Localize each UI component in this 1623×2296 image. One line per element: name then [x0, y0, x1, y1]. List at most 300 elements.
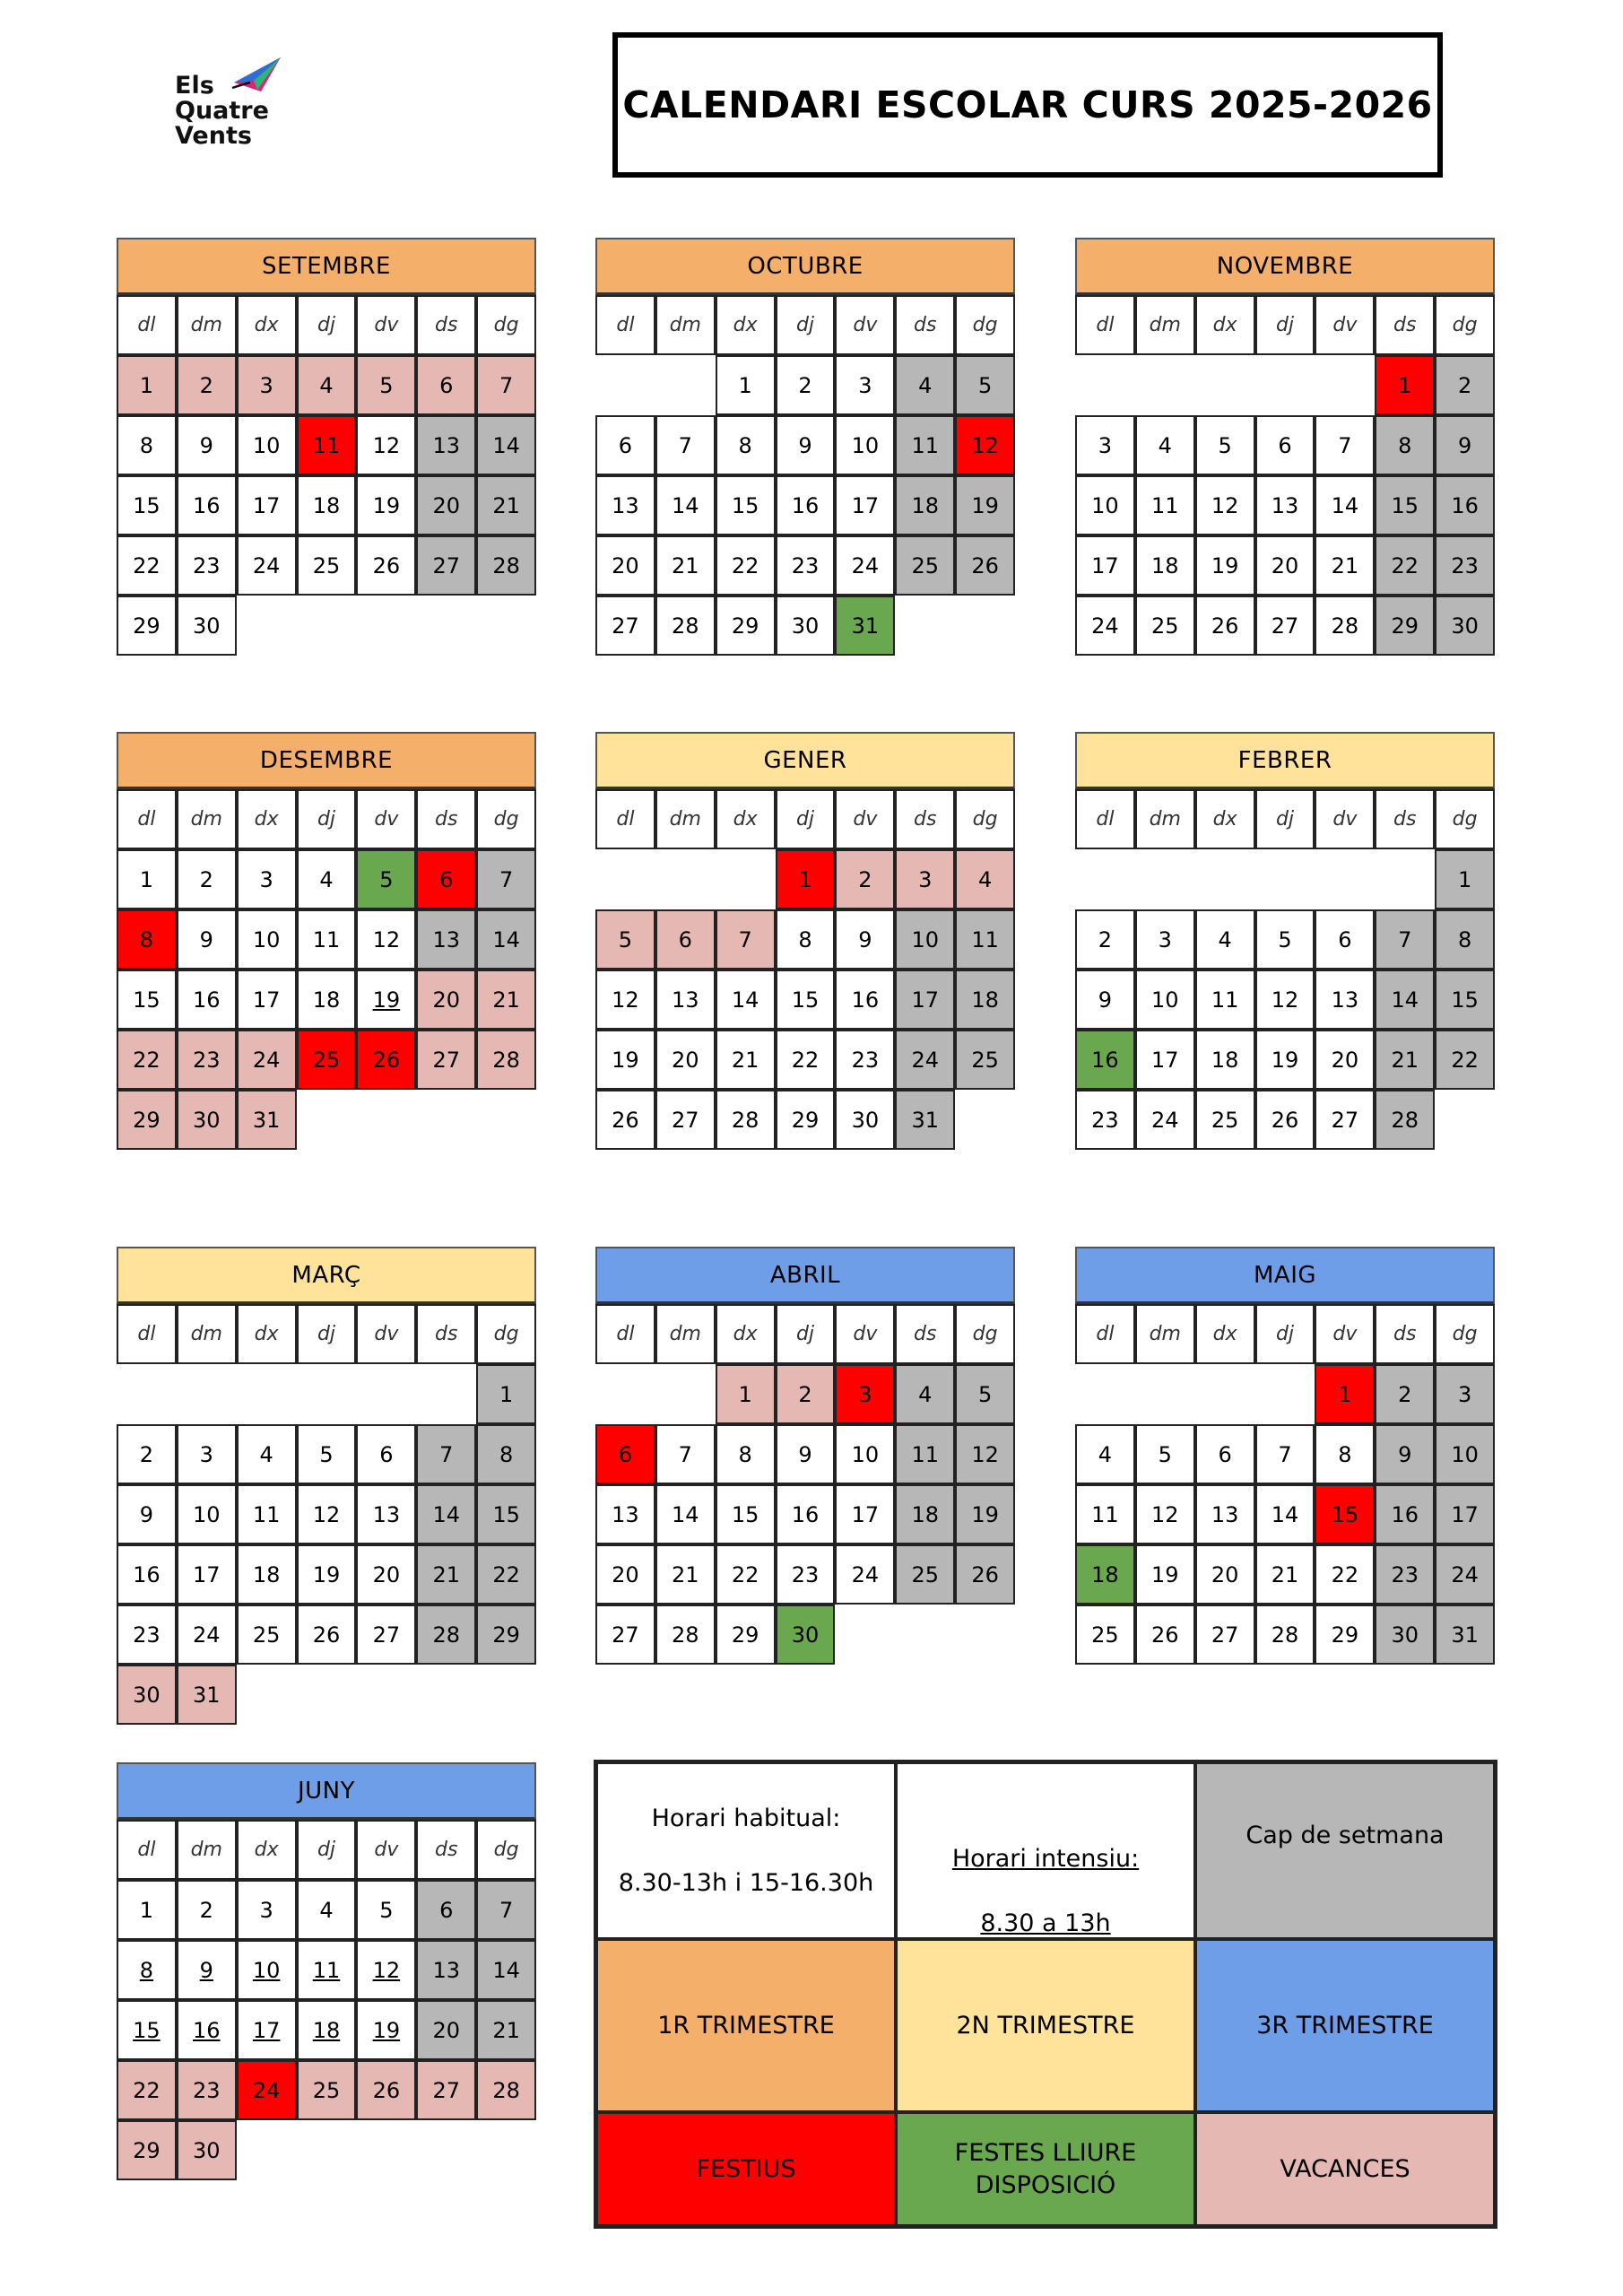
day-number: 29	[791, 1107, 820, 1133]
day-cell	[476, 849, 536, 909]
day-cell	[1435, 475, 1495, 535]
day-number: 1	[1338, 1381, 1352, 1407]
day-number: 28	[492, 552, 520, 578]
day-cell	[835, 535, 895, 596]
day-number: 17	[1091, 552, 1119, 578]
day-number: 3	[1457, 1381, 1472, 1407]
day-cell	[1255, 1090, 1315, 1150]
day-cell	[237, 849, 297, 909]
day-number: 8	[139, 1957, 154, 1983]
day-cell	[416, 355, 476, 415]
day-header: dj	[297, 1304, 357, 1364]
horari-intensiu-time: 8.30 a 13h	[980, 1909, 1111, 1937]
day-cell	[237, 1090, 297, 1150]
day-number: 10	[1451, 1441, 1479, 1467]
legend-cap-setmana: Cap de setmana	[1195, 1762, 1495, 1939]
day-cell	[297, 1484, 357, 1544]
day-number: 28	[1271, 1622, 1299, 1648]
day-cell	[776, 475, 836, 535]
day-header: dg	[476, 295, 536, 355]
day-cell	[416, 1544, 476, 1605]
week-row	[117, 1665, 536, 1725]
day-number: 6	[439, 1897, 454, 1923]
day-number: 19	[971, 492, 999, 518]
week-row	[595, 475, 1015, 535]
day-number: 20	[612, 1561, 639, 1587]
week-row	[595, 1544, 1015, 1605]
day-cell	[1255, 535, 1315, 596]
logo-line-3: Vents	[175, 122, 252, 150]
empty-cell	[1255, 849, 1315, 909]
day-cell	[835, 849, 895, 909]
empty-cell	[1195, 1364, 1255, 1424]
day-number: 9	[139, 1501, 154, 1527]
day-cell	[1315, 1090, 1375, 1150]
day-header: dl	[117, 295, 177, 355]
day-cell	[895, 475, 955, 535]
day-cell	[237, 355, 297, 415]
day-number: 25	[971, 1047, 999, 1073]
day-number: 2	[798, 372, 812, 398]
day-number: 15	[133, 492, 161, 518]
day-cell	[1435, 909, 1495, 970]
day-number: 14	[492, 1957, 520, 1983]
paper-plane-icon	[230, 56, 284, 95]
day-number: 18	[971, 987, 999, 1013]
day-cell	[117, 596, 177, 656]
empty-cell	[595, 849, 655, 909]
day-cell	[1195, 909, 1255, 970]
empty-cell	[177, 1364, 237, 1424]
day-number: 21	[672, 1561, 699, 1587]
empty-cell	[356, 1665, 416, 1725]
empty-cell	[1255, 1364, 1315, 1424]
day-cell	[356, 1605, 416, 1665]
day-header: ds	[895, 1304, 955, 1364]
day-cell	[1195, 1090, 1255, 1150]
week-row	[117, 2120, 536, 2180]
week-row	[117, 2060, 536, 2120]
day-number: 13	[612, 1501, 639, 1527]
day-cell	[1375, 909, 1435, 970]
day-cell	[476, 2000, 536, 2060]
day-cell	[476, 1605, 536, 1665]
day-number: 17	[252, 987, 281, 1013]
day-number: 27	[432, 552, 460, 578]
day-cell	[955, 535, 1015, 596]
day-number: 5	[379, 866, 394, 892]
month-header: MARÇ	[117, 1247, 536, 1304]
day-number: 16	[851, 987, 880, 1013]
day-number: 31	[193, 1682, 221, 1708]
day-number: 14	[492, 432, 520, 458]
day-cell	[117, 970, 177, 1030]
month-header: DESEMBRE	[117, 732, 536, 789]
day-cell	[895, 1424, 955, 1484]
empty-cell	[835, 1605, 895, 1665]
day-number: 6	[618, 432, 633, 458]
week-row	[117, 1030, 536, 1090]
day-number: 12	[971, 1441, 999, 1467]
day-cell	[1375, 355, 1435, 415]
day-number: 14	[1391, 987, 1419, 1013]
day-number: 10	[252, 432, 281, 458]
empty-cell	[1135, 355, 1195, 415]
day-number: 8	[738, 432, 752, 458]
day-cell	[595, 970, 655, 1030]
week-row	[1075, 1424, 1495, 1484]
day-cell	[297, 355, 357, 415]
day-cell	[895, 355, 955, 415]
week-row	[595, 1424, 1015, 1484]
day-header: dl	[595, 1304, 655, 1364]
day-number: 25	[252, 1622, 281, 1648]
day-number: 21	[492, 987, 520, 1013]
day-cell	[895, 970, 955, 1030]
day-cell	[476, 415, 536, 475]
day-number: 29	[492, 1622, 520, 1648]
day-number: 5	[379, 372, 394, 398]
week-row	[1075, 355, 1495, 415]
day-header: dx	[237, 1304, 297, 1364]
day-header: dm	[177, 1304, 237, 1364]
day-header-row	[595, 295, 1015, 355]
day-cell	[416, 1940, 476, 2000]
day-cell	[476, 970, 536, 1030]
day-number: 13	[372, 1501, 401, 1527]
empty-cell	[955, 1605, 1015, 1665]
day-cell	[595, 475, 655, 535]
day-number: 18	[911, 492, 939, 518]
day-number: 21	[672, 552, 699, 578]
empty-cell	[595, 1364, 655, 1424]
day-number: 6	[439, 866, 454, 892]
day-cell	[1075, 1544, 1135, 1605]
day-number: 31	[911, 1107, 939, 1133]
week-row	[117, 2000, 536, 2060]
day-number: 29	[731, 613, 759, 639]
day-number: 18	[312, 2017, 341, 2043]
horari-habitual-time: 8.30-13h i 15-16.30h	[618, 1868, 874, 1897]
day-number: 5	[977, 372, 993, 398]
day-cell	[955, 415, 1015, 475]
day-cell	[297, 909, 357, 970]
day-cell	[356, 535, 416, 596]
day-cell	[1375, 415, 1435, 475]
day-cell	[237, 970, 297, 1030]
day-number: 23	[193, 2077, 221, 2103]
legend-vacances: VACANCES	[1195, 2112, 1495, 2226]
day-cell	[117, 2000, 177, 2060]
day-number: 27	[432, 2077, 460, 2103]
day-number: 3	[259, 1897, 273, 1923]
legend-horari-intensiu	[896, 1762, 1195, 1939]
day-number: 17	[1451, 1501, 1479, 1527]
day-number: 4	[918, 372, 933, 398]
day-cell	[1195, 535, 1255, 596]
day-cell	[1135, 970, 1195, 1030]
day-number: 23	[193, 1047, 221, 1073]
empty-cell	[297, 1090, 357, 1150]
day-header: dm	[177, 1820, 237, 1880]
day-cell	[1195, 1484, 1255, 1544]
day-cell	[177, 1544, 237, 1605]
day-number: 19	[971, 1501, 999, 1527]
day-cell	[595, 1030, 655, 1090]
day-header: dj	[297, 295, 357, 355]
day-number: 20	[1331, 1047, 1359, 1073]
day-number: 27	[672, 1107, 699, 1133]
empty-cell	[895, 596, 955, 656]
week-row	[595, 415, 1015, 475]
day-cell	[1435, 415, 1495, 475]
day-cell	[177, 475, 237, 535]
day-number: 22	[1451, 1047, 1479, 1073]
day-header: dx	[716, 295, 776, 355]
month-gener	[595, 732, 1015, 1150]
day-number: 17	[252, 2017, 281, 2043]
legend-trimestre-3: 3R TRIMESTRE	[1195, 1939, 1495, 2112]
month-header: SETEMBRE	[117, 238, 536, 295]
day-number: 28	[432, 1622, 460, 1648]
day-header-row	[117, 1820, 536, 1880]
day-cell	[117, 1665, 177, 1725]
day-number: 25	[312, 1047, 341, 1073]
day-cell	[1075, 596, 1135, 656]
week-row	[1075, 475, 1495, 535]
day-cell	[1075, 475, 1135, 535]
day-cell	[655, 535, 716, 596]
day-number: 21	[1271, 1561, 1299, 1587]
day-number: 26	[1151, 1622, 1179, 1648]
day-cell	[177, 1940, 237, 2000]
week-row	[1075, 909, 1495, 970]
day-number: 17	[193, 1561, 221, 1587]
day-number: 17	[851, 492, 880, 518]
empty-cell	[716, 849, 776, 909]
day-cell	[1195, 1605, 1255, 1665]
day-number: 22	[492, 1561, 520, 1587]
day-number: 6	[1338, 926, 1352, 952]
day-header: dv	[835, 1304, 895, 1364]
day-number: 30	[193, 1107, 221, 1133]
day-number: 4	[1218, 926, 1232, 952]
day-header: dj	[297, 1820, 357, 1880]
day-number: 21	[492, 2017, 520, 2043]
day-number: 27	[1271, 613, 1299, 639]
week-row	[1075, 849, 1495, 909]
day-number: 28	[1331, 613, 1359, 639]
day-number: 3	[259, 866, 273, 892]
legend-festius: FESTIUS	[596, 2112, 896, 2226]
day-cell	[297, 849, 357, 909]
week-row	[117, 1880, 536, 1940]
day-number: 8	[798, 926, 812, 952]
day-number: 21	[1331, 552, 1359, 578]
day-number: 15	[731, 1501, 759, 1527]
day-number: 16	[193, 492, 221, 518]
day-number: 24	[851, 1561, 880, 1587]
day-cell	[1315, 909, 1375, 970]
day-number: 19	[1151, 1561, 1179, 1587]
empty-cell	[1075, 1364, 1135, 1424]
week-row	[117, 1544, 536, 1605]
day-number: 12	[1151, 1501, 1179, 1527]
legend-festes-lliure-disposicio: FESTES LLIURE DISPOSICIÓ	[896, 2112, 1195, 2226]
day-cell	[297, 1424, 357, 1484]
day-header: dx	[1195, 295, 1255, 355]
day-number: 19	[1271, 1047, 1299, 1073]
day-header: dj	[297, 789, 357, 849]
day-header: dv	[835, 295, 895, 355]
day-cell	[716, 1090, 776, 1150]
day-number: 27	[372, 1622, 401, 1648]
day-number: 3	[858, 1381, 872, 1407]
empty-cell	[117, 1364, 177, 1424]
day-number: 23	[851, 1047, 880, 1073]
day-number: 31	[1451, 1622, 1479, 1648]
day-cell	[177, 1880, 237, 1940]
day-cell	[237, 2000, 297, 2060]
day-number: 25	[312, 2077, 341, 2103]
day-header-row	[1075, 295, 1495, 355]
day-number: 17	[1151, 1047, 1179, 1073]
day-header: dl	[117, 1820, 177, 1880]
week-row	[117, 475, 536, 535]
day-header: dx	[1195, 1304, 1255, 1364]
day-number: 1	[798, 866, 812, 892]
day-cell	[835, 596, 895, 656]
day-number: 22	[133, 552, 161, 578]
day-number: 20	[1211, 1561, 1239, 1587]
day-number: 16	[193, 2017, 221, 2043]
day-header: dm	[655, 789, 716, 849]
day-number: 23	[1451, 552, 1479, 578]
day-cell	[955, 1364, 1015, 1424]
day-number: 24	[252, 1047, 281, 1073]
day-cell	[655, 1605, 716, 1665]
day-number: 7	[499, 1897, 514, 1923]
day-header: ds	[416, 1820, 476, 1880]
week-row	[1075, 535, 1495, 596]
day-number: 23	[133, 1622, 161, 1648]
day-cell	[476, 355, 536, 415]
week-row	[1075, 1364, 1495, 1424]
day-number: 30	[193, 613, 221, 639]
day-cell	[716, 1605, 776, 1665]
day-cell	[117, 475, 177, 535]
day-header: dl	[117, 789, 177, 849]
day-number: 25	[911, 552, 939, 578]
day-number: 10	[1151, 987, 1179, 1013]
day-cell	[476, 1544, 536, 1605]
day-cell	[655, 909, 716, 970]
day-cell	[1255, 1484, 1315, 1544]
day-cell	[595, 415, 655, 475]
empty-cell	[297, 1665, 357, 1725]
day-cell	[416, 909, 476, 970]
day-cell	[655, 415, 716, 475]
month-header: FEBRER	[1075, 732, 1495, 789]
day-header: dg	[476, 1304, 536, 1364]
day-cell	[356, 1544, 416, 1605]
day-cell	[1375, 1090, 1435, 1150]
day-cell	[416, 1484, 476, 1544]
day-number: 10	[911, 926, 939, 952]
day-number: 12	[372, 432, 401, 458]
day-number: 20	[372, 1561, 401, 1587]
empty-cell	[1315, 849, 1375, 909]
day-cell	[1375, 1544, 1435, 1605]
week-row	[117, 535, 536, 596]
day-number: 12	[971, 432, 999, 458]
day-cell	[1255, 1544, 1315, 1605]
day-header: dl	[1075, 1304, 1135, 1364]
day-number: 22	[1331, 1561, 1359, 1587]
day-number: 12	[372, 926, 401, 952]
day-cell	[356, 355, 416, 415]
day-cell	[177, 1030, 237, 1090]
day-cell	[416, 849, 476, 909]
day-cell	[955, 1424, 1015, 1484]
month-header: GENER	[595, 732, 1015, 789]
empty-cell	[655, 355, 716, 415]
week-row	[117, 596, 536, 656]
empty-cell	[1135, 1364, 1195, 1424]
day-number: 18	[1151, 552, 1179, 578]
day-number: 21	[731, 1047, 759, 1073]
empty-cell	[655, 849, 716, 909]
empty-cell	[416, 1665, 476, 1725]
day-cell	[476, 1940, 536, 2000]
day-number: 13	[1271, 492, 1299, 518]
empty-cell	[237, 596, 297, 656]
day-number: 6	[1218, 1441, 1232, 1467]
empty-cell	[416, 2120, 476, 2180]
day-number: 17	[851, 1501, 880, 1527]
day-cell	[1135, 1090, 1195, 1150]
month-octubre	[595, 238, 1015, 656]
day-cell	[595, 1484, 655, 1544]
day-cell	[177, 596, 237, 656]
day-header: dj	[1255, 295, 1315, 355]
day-cell	[237, 535, 297, 596]
day-number: 8	[1338, 1441, 1352, 1467]
day-cell	[835, 1030, 895, 1090]
empty-cell	[955, 596, 1015, 656]
day-number: 20	[1271, 552, 1299, 578]
month-setembre	[117, 238, 536, 656]
day-number: 24	[1151, 1107, 1179, 1133]
day-cell	[1255, 415, 1315, 475]
day-number: 16	[791, 1501, 820, 1527]
day-cell	[1315, 596, 1375, 656]
day-cell	[476, 1030, 536, 1090]
day-cell	[955, 1030, 1015, 1090]
day-cell	[297, 970, 357, 1030]
day-cell	[1195, 596, 1255, 656]
day-header-row	[117, 295, 536, 355]
week-row	[595, 355, 1015, 415]
empty-cell	[297, 1364, 357, 1424]
day-number: 16	[791, 492, 820, 518]
day-number: 9	[199, 1957, 213, 1983]
legend-horari-habitual	[596, 1762, 896, 1939]
day-number: 26	[312, 1622, 341, 1648]
day-number: 19	[312, 1561, 341, 1587]
day-cell	[595, 1424, 655, 1484]
week-row	[595, 1605, 1015, 1665]
